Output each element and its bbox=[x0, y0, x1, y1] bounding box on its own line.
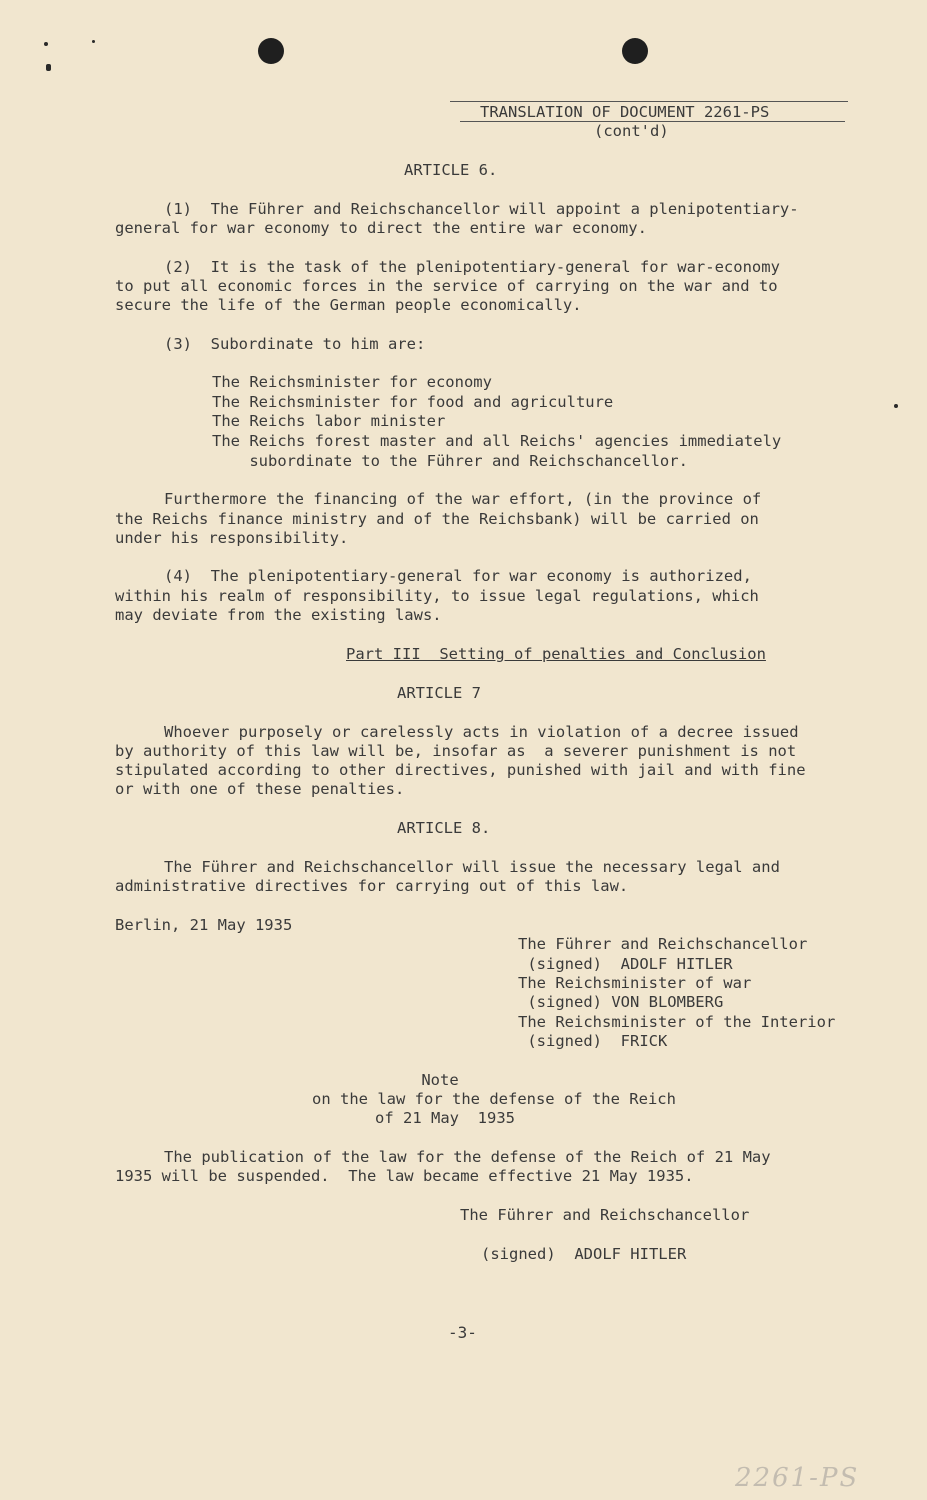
header-title: TRANSLATION OF DOCUMENT 2261-PS bbox=[480, 103, 770, 121]
note-title: Note bbox=[421, 1071, 459, 1089]
a6-p4-line2: the Reichs finance ministry and of the Reichsbank) will be carried on bbox=[115, 510, 759, 528]
a6-list-item: The Reichs forest master and all Reichs' agencies immediately bbox=[212, 432, 782, 450]
a6-p5-line1: (4) The plenipotentiary-general for war economy is authorized, bbox=[164, 567, 752, 585]
ink-speck bbox=[92, 40, 95, 43]
ink-speck bbox=[46, 64, 51, 71]
a6-list-item: The Reichsminister for food and agriculture bbox=[212, 393, 614, 411]
header-contd: (cont'd) bbox=[594, 122, 669, 140]
a6-list-item: The Reichsminister for economy bbox=[212, 373, 492, 391]
article8-heading: ARTICLE 8. bbox=[397, 819, 491, 837]
a6-p2-line3: secure the life of the German people economically. bbox=[115, 296, 582, 314]
signature-line: (signed) ADOLF HITLER bbox=[518, 955, 733, 973]
ink-speck bbox=[44, 42, 48, 46]
note-date: of 21 May 1935 bbox=[375, 1109, 515, 1127]
header-rule-top bbox=[450, 101, 848, 102]
article6-heading: ARTICLE 6. bbox=[404, 161, 498, 179]
handwritten-reference: 2261-PS bbox=[735, 1463, 860, 1493]
note-body-line2: 1935 will be suspended. The law became effective 21 May 1935. bbox=[115, 1167, 694, 1185]
a6-p5-line2: within his realm of responsibility, to issue legal regulations, which bbox=[115, 587, 759, 605]
a7-line3: stipulated according to other directives, punished with jail and with fine bbox=[115, 761, 806, 779]
punch-hole-right bbox=[622, 38, 648, 64]
a7-line4: or with one of these penalties. bbox=[115, 780, 405, 798]
article7-heading: ARTICLE 7 bbox=[397, 684, 481, 702]
a6-p1-line2: general for war economy to direct the entire war economy. bbox=[115, 219, 647, 237]
punch-hole-left bbox=[258, 38, 284, 64]
dateline: Berlin, 21 May 1935 bbox=[115, 916, 293, 934]
a6-p5-line3: may deviate from the existing laws. bbox=[115, 606, 442, 624]
a8-line2: administrative directives for carrying out of this law. bbox=[115, 877, 629, 895]
a6-p1-line1: (1) The Führer and Reichschancellor will appoint a plenipotentiary- bbox=[164, 200, 799, 218]
ink-speck bbox=[894, 404, 898, 408]
note-subtitle: on the law for the defense of the Reich bbox=[312, 1090, 676, 1108]
part3-heading: Part III Setting of penalties and Conclusion bbox=[346, 645, 766, 663]
signature-line: The Führer and Reichschancellor bbox=[518, 935, 808, 953]
a8-line1: The Führer and Reichschancellor will issue the necessary legal and bbox=[164, 858, 780, 876]
signature-line: (signed) VON BLOMBERG bbox=[518, 993, 724, 1011]
a7-line1: Whoever purposely or carelessly acts in violation of a decree issued bbox=[164, 723, 799, 741]
a6-p4-line1: Furthermore the financing of the war effort, (in the province of bbox=[164, 490, 762, 508]
a6-list-item: subordinate to the Führer and Reichschancellor. bbox=[212, 452, 688, 470]
signature-line: The Reichsminister of the Interior bbox=[518, 1013, 836, 1031]
a7-line2: by authority of this law will be, insofar as a severer punishment is not bbox=[115, 742, 797, 760]
note-signature-name: (signed) ADOLF HITLER bbox=[481, 1245, 687, 1263]
a6-p3: (3) Subordinate to him are: bbox=[164, 335, 426, 353]
signature-line: The Reichsminister of war bbox=[518, 974, 752, 992]
signature-line: (signed) FRICK bbox=[518, 1032, 668, 1050]
page-number: -3- bbox=[448, 1323, 477, 1342]
a6-list-item: The Reichs labor minister bbox=[212, 412, 446, 430]
note-body-line1: The publication of the law for the defense of the Reich of 21 May bbox=[164, 1148, 771, 1166]
note-signature-title: The Führer and Reichschancellor bbox=[460, 1206, 750, 1224]
a6-p2-line2: to put all economic forces in the service of carrying on the war and to bbox=[115, 277, 778, 295]
a6-p4-line3: under his responsibility. bbox=[115, 529, 349, 547]
a6-p2-line1: (2) It is the task of the plenipotentiary-general for war-economy bbox=[164, 258, 780, 276]
